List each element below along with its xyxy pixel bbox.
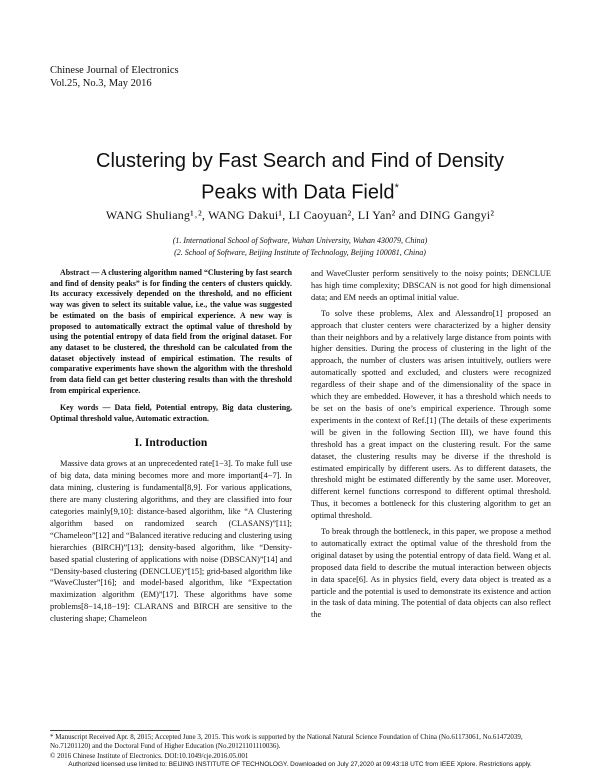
right-paragraph-1: and WaveCluster perform sensitively to the noisy points; DENCLUE has high time complexity; DBSCAN is not good for high dimensional data; and EM needs an optimal initial value. bbox=[311, 269, 551, 302]
right-paragraph-3: To break through the bottleneck, in this paper, we propose a method to automatically extract the optimal value of the threshold from the original dataset by using the potential entropy of data field. Wang et al. proposed data field to describe the mutual interaction between objects in data space[6]. As in physics field, every data object is treated as a particle and the potential is used to demonstrate its existence and action in the task of data mining. The potential of data objects can also reflect the bbox=[311, 527, 551, 620]
affiliation-1: (1. International School of Software, Wuhan University, Wuhan 430079, China) bbox=[172, 236, 428, 245]
author-list: WANG Shuliang¹˒², WANG Dakui¹, LI Caoyuan², LI Yan² and DING Gangyi² bbox=[105, 208, 495, 222]
intro-paragraph-1: Massive data grows at an unprecedented rate[1−3]. To make full use of big data, data mining becomes more and more important[4−7]. In data mining, clustering is fundamental[8,9]. For various applications, there are many clustering algorithms, and they are classified into four categories mainly[9,10]: distance-based algorithm, like “A Clustering algorithm based on randomized search (CLASANS)”[11]; “Chameleon”[12] and “Balanced iterative reducing and clustering using hierarchies (BIRCH)”[13]; density-based algorithm, like “Density-based spatial clustering of applications with noise (DBSCAN)”[14] and “Density-based clustering (DENCLUE)”[15]; grid-based algorithm like “WaveCluster”[16]; and model-based algorithm, like “Expectation maximization algorithm (EM)”[17]. These algorithms have some problems[8−14,18−19]: CLARANS and BIRCH are sensitive to the clustering shape; Chameleon bbox=[50, 459, 292, 624]
right-column bbox=[311, 268, 551, 621]
affiliation-2: (2. School of Software, Beijing Institute of Technology, Beijing 100081, China) bbox=[174, 248, 426, 257]
abstract: Abstract — A clustering algorithm named “Clustering by fast search and find of density peaks” is for finding the centers of clusters quickly. Its accuracy excessively depended on the threshold, and no efficient way was given to select its suitable value, i.e., the value was suggested be estimated on the basis of empirical experience. A new way is proposed to automatically extract the optimal value of threshold by using the potential entropy of data field from the original dataset. For any dataset to be clustered, the threshold can be calculated from the dataset objectively instead of empirical estimation. The results of comparative experiments have shown the algorithm with the threshold from data field can get better clustering results than with the threshold from empirical experience. bbox=[50, 268, 292, 395]
title-footnote-mark: * bbox=[394, 182, 399, 194]
section-heading: I. Introduction bbox=[134, 437, 208, 450]
keywords: Key words — Data field, Potential entropy, Big data clustering, Optimal threshold value, Automatic extraction. bbox=[50, 403, 292, 424]
right-paragraph-2: To solve these problems, Alex and Alessandro[1] proposed an approach that cluster centers were characterized by a higher density than their neighbors and by a relatively large distance from points with higher densities. During the process of clustering in the light of the approach, the number of clusters was arisen intuitively, outliers were automatically spotted and excluded, and clusters were recognized regardless of their shape and of the dimensionality of the space in which they are embedded. However, it has a threshold which needs to be set on the basis of one’s empirical experience. Through some experiments in the context of Ref.[1] (The details of these experiments will be given in the following Section III), we have found this threshold has a great impact on the clustering result. For the same dataset, the clustering results may be diverse if the threshold is estimated empirically by different users. As to different datasets, the threshold might be estimated differently by the same user. Moreover, different kernel functions correspond to different optimal threshold. Thus, it becomes a bottleneck for this clustering algorithm to get an optimal threshold. bbox=[311, 308, 551, 521]
journal-header bbox=[50, 64, 179, 90]
funding-footnote: * Manuscript Received Apr. 8, 2015; Accepted June 3, 2015. This work is supported by the National Natural Science Foundation of China (No.61173061, No.61472039, No.71201120) and the Doctoral Fund of Higher Education (No.20121101110036). bbox=[50, 733, 523, 751]
title-line-2: Peaks with Data Field* bbox=[201, 181, 399, 204]
copyright-footnote: © 2016 Chinese Institute of Electronics. DOI:10.1049/cje.2016.05.001 bbox=[50, 752, 249, 760]
journal-name: Chinese Journal of Electronics bbox=[50, 65, 179, 76]
title-line-1: Clustering by Fast Search and Find of Density bbox=[96, 150, 504, 172]
footnote-divider bbox=[50, 730, 180, 731]
left-column bbox=[50, 268, 292, 625]
journal-issue: Vol.25, No.3, May 2016 bbox=[50, 78, 152, 89]
download-notice: Authorized licensed use limited to: BEIJING INSTITUTE OF TECHNOLOGY. Downloaded on July 27,2020 at 09:43:18 UTC from IEEE Xplore. Restrictions apply. bbox=[68, 761, 532, 768]
paper-title bbox=[40, 148, 560, 207]
